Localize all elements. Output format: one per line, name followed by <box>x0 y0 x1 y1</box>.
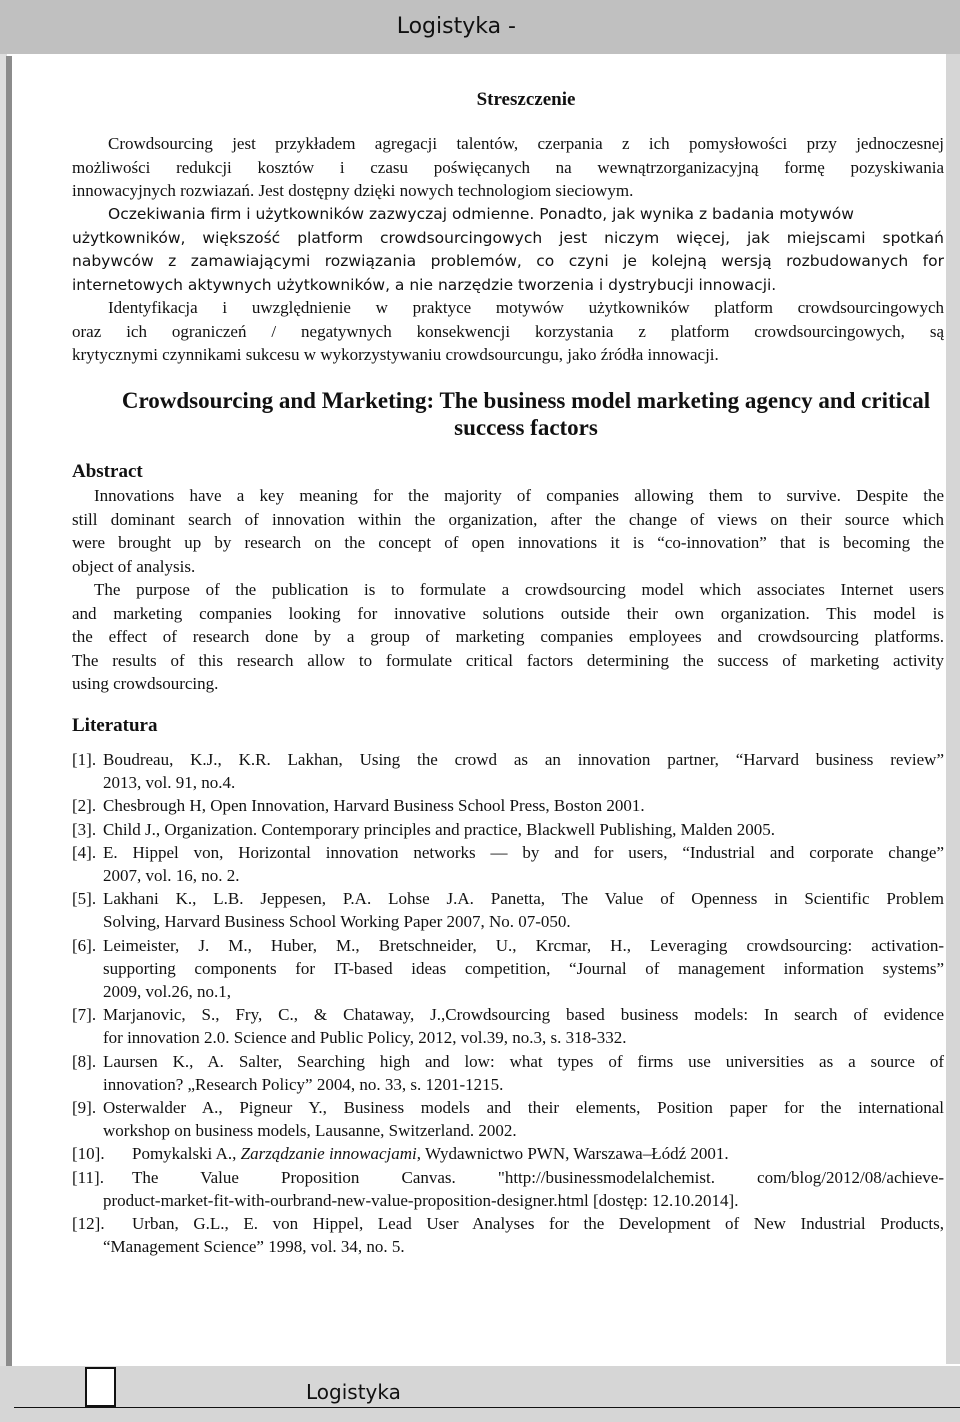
reference-line: “Management Science” 1998, vol. 34, no. 5. <box>103 1237 405 1257</box>
abstract-paragraph-1 <box>72 484 944 578</box>
reference-line: E. Hippel von, Horizontal innovation networks — by and for users, “Industrial and corporate change” <box>103 842 944 862</box>
text-line: innowacyjnych rozwiazań. Jest dostępny dzięki nowych technologiom sieciowym. <box>72 181 634 200</box>
text-line: still dominant search of innovation within the organization, after the change of views on their source which <box>72 509 944 529</box>
left-margin-bar <box>6 56 12 1368</box>
reference-item <box>72 841 944 887</box>
text-run: Oczekiwania firm i użytkowników zazwyczaj odmienne. <box>108 205 535 223</box>
reference-item <box>72 1212 944 1258</box>
streszczenie-paragraph-2 <box>72 202 944 297</box>
reference-line: for innovation 2.0. Science and Public Policy, 2012, vol.39, no.3, s. 318-332. <box>103 1028 627 1048</box>
reference-line: Boudreau, K.J., K.R. Lakhan, Using the crowd as an innovation partner, “Harvard business review” <box>103 750 944 769</box>
right-page-margin <box>946 54 960 1364</box>
streszczenie-paragraph-3 <box>72 296 944 367</box>
text-line: oraz ich ograniczeń / negatywnych konsekwencji korzystania z platform crowdsourcingowych, są <box>72 321 944 341</box>
reference-item <box>72 818 944 841</box>
paper-title-line-1: Crowdsourcing and Marketing: The business model marketing agency and critical <box>121 388 931 413</box>
reference-line: 2009, vol.26, no.1, <box>103 982 231 1002</box>
text-line: krytycznymi czynnikami sukcesu w wykorzystywaniu crowdsourcungu, jako źródła innowacji. <box>72 345 719 364</box>
reference-text-run: , Wydawnictwo PWN, Warszawa–Łódź 2001. <box>416 1144 729 1164</box>
reference-number: [1]. <box>72 750 97 769</box>
article-page <box>68 54 946 1366</box>
text-line: internetowych aktywnych użytkowników, a nie narzędzie tworzenia i dystrybucji innowacji. <box>72 275 777 294</box>
reference-item <box>72 887 944 933</box>
reference-number: [4]. <box>72 842 97 862</box>
reference-line: Laursen K., A. Salter, Searching high and low: what types of firms use universities as a source of <box>103 1051 944 1071</box>
reference-item <box>72 1096 944 1142</box>
text-line: The purpose of the publication is to formulate a crowdsourcing model which associates Internet users <box>94 580 944 599</box>
text-line: The results of this research allow to formulate critical factors determining the success of marketing activity <box>72 650 944 670</box>
reference-text-run: Pomykalski A., <box>132 1144 241 1164</box>
text-line: nabywców z zamawiającymi rozwiązania problemów, co czyni je kolejną wersją rozbudowanych for <box>72 252 944 270</box>
streszczenie-paragraph-1 <box>72 132 944 203</box>
reference-number: [3]. <box>72 819 97 839</box>
reference-number: [7]. <box>72 1005 97 1025</box>
reference-list <box>72 748 944 1258</box>
header-bar <box>0 0 960 54</box>
reference-number: [5]. <box>72 889 97 909</box>
streszczenie-heading: Streszczenie <box>476 89 576 110</box>
bottom-page-band <box>0 1366 960 1422</box>
text-line: using crowdsourcing. <box>72 674 219 693</box>
text-line: the effect of research done by a group of marketing companies employees and crowdsourcing platforms. <box>72 627 944 646</box>
text-line: Innovations have a key meaning for the majority of companies allowing them to survive. Despite the <box>94 486 944 505</box>
reference-line: Marjanovic, S., Fry, C., & Chataway, J.,Crowdsourcing based business models: In search of evidence <box>103 1005 944 1025</box>
reference-number: [6]. <box>72 935 97 955</box>
footer-rule <box>14 1407 960 1408</box>
reference-number: [8]. <box>72 1051 97 1071</box>
footer-title: Logistyka <box>306 1380 401 1404</box>
reference-item <box>72 794 944 817</box>
text-line: możliwości redukcji kosztów i czasu poświęcanych na wewnątrzorganizacyjną formę pozyskiwania <box>72 157 944 177</box>
text-line <box>72 202 944 227</box>
reference-line: workshop on business models, Lausanne, Switzerland. 2002. <box>103 1121 517 1141</box>
reference-line: Chesbrough H, Open Innovation, Harvard Business School Press, Boston 2001. <box>103 796 645 816</box>
paper-title-line-2: success factors <box>454 415 598 440</box>
text-run: Ponadto, jak wynika z badania motywów <box>534 205 854 223</box>
reference-item <box>72 1142 944 1165</box>
reference-line: The Value Proposition Canvas. "http://businessmodelalchemist. com/blog/2012/08/achieve- <box>132 1167 944 1187</box>
text-line: were brought up by research on the concept of open innovations it is “co-innovation” that is becoming the <box>72 533 944 552</box>
text-line: object of analysis. <box>72 556 196 576</box>
reference-line: product-market-fit-with-ourbrand-new-value-proposition-designer.html [dostęp: 12.10.2014]. <box>103 1190 739 1210</box>
reference-line: 2007, vol. 16, no. 2. <box>103 866 240 886</box>
reference-item <box>72 1050 944 1096</box>
abstract-paragraph-2 <box>72 578 944 696</box>
paper-title <box>68 387 960 441</box>
reference-number: [10]. <box>72 1144 105 1164</box>
reference-item <box>72 1166 944 1212</box>
reference-line: Lakhani K., L.B. Jeppesen, P.A. Lohse J.A. Panetta, The Value of Openness in Scientific Problem <box>103 889 944 909</box>
reference-line: Urban, G.L., E. von Hippel, Lead User Analyses for the Development of New Industrial Products, <box>132 1214 944 1234</box>
text-line: and marketing companies looking for innovative solutions outside their own organization. This model is <box>72 603 944 623</box>
reference-item <box>72 934 944 1004</box>
reference-number: [9]. <box>72 1098 97 1118</box>
reference-line: Leimeister, J. M., Huber, M., Bretschneider, U., Krcmar, H., Leveraging crowdsourcing: activation- <box>103 935 944 955</box>
reference-line: supporting components for IT-based ideas competition, “Journal of management information systems” <box>103 958 944 978</box>
reference-book-title: Zarządzanie innowacjami <box>240 1144 417 1164</box>
reference-number: [11]. <box>72 1167 104 1187</box>
reference-number: [12]. <box>72 1214 105 1234</box>
literatura-heading: Literatura <box>72 715 158 736</box>
text-line: Crowdsourcing jest przykładem agregacji talentów, czerpania z ich pomysłowości przy jednoczesnej <box>108 134 944 153</box>
reference-line: Solving, Harvard Business School Working Paper 2007, No. 07-050. <box>103 912 571 932</box>
reference-line: 2013, vol. 91, no.4. <box>103 773 236 793</box>
reference-line <box>132 1142 944 1165</box>
reference-item <box>72 1003 944 1049</box>
reference-number: [2]. <box>72 796 97 816</box>
reference-item <box>72 748 944 794</box>
text-line: Identyfikacja i uwzględnienie w praktyce motywów użytkowników platform crowdsourcingowych <box>108 298 944 317</box>
header-title: Logistyka - <box>396 14 516 39</box>
text-line: użytkowników, większość platform crowdsourcingowych jest niczym więcej, jak miejscami spotkań <box>72 228 944 247</box>
footer-checkbox-mark <box>85 1367 116 1407</box>
reference-line: innovation? „Research Policy” 2004, no. 33, s. 1201-1215. <box>103 1074 504 1094</box>
reference-line: Child J., Organization. Contemporary principles and practice, Blackwell Publishing, Malden 2005. <box>103 819 775 839</box>
reference-line: Osterwalder A., Pigneur Y., Business models and their elements, Position paper for the international <box>103 1098 944 1118</box>
abstract-heading: Abstract <box>72 461 143 482</box>
